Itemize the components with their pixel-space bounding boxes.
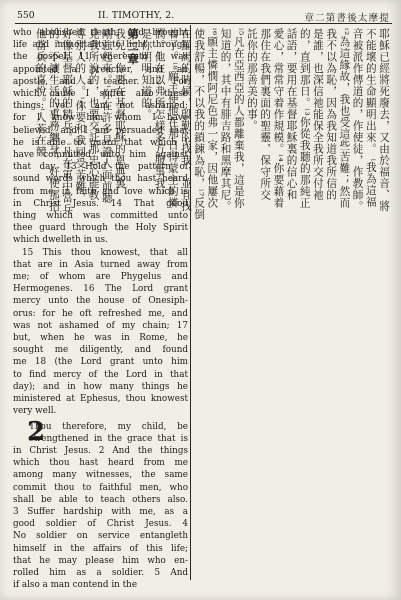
english-line: strengthened in the grace that is <box>29 433 188 444</box>
chinese-column: 剛強起來。ⁱ你在許多見證人面前聽 <box>100 28 113 204</box>
english-line: believed, and I am persuaded that <box>13 125 188 136</box>
english-line: me; of whom are Phygelus and <box>13 272 188 283</box>
chapter-dropcap: 2 <box>27 417 46 448</box>
english-line: for I know him whom I have <box>13 113 188 124</box>
english-line: Hermogenes. 16 The Lord grant <box>13 284 188 295</box>
chinese-column: 在羅馬的時候，殷勤的找我，並且找 <box>179 28 192 212</box>
english-line: who abolished death, and brought <box>13 28 188 38</box>
chinese-column: 的，不讓生活的事務纏身，好使那招 <box>47 28 60 212</box>
english-line: was not ashamed of my chain; 17 <box>13 320 188 331</box>
english-line: Thou therefore, my child, be <box>29 421 188 432</box>
header-rule <box>15 23 392 24</box>
english-line: No soldier on service entangleth <box>13 531 188 542</box>
english-line: among many witnesses, the same <box>13 470 188 481</box>
english-line: orus: for he oft refreshed me, and <box>13 308 188 319</box>
english-line: thee guard through the Holy Spirit <box>13 223 188 234</box>
english-line: in Christ Jesus. 2 And the things <box>13 445 188 456</box>
english-line: that he may please him who en- <box>13 555 188 566</box>
chinese-column: 不能壞的生命顯明出來。 ⁱ我為這福 <box>364 28 377 208</box>
english-line: to find mercy of the Lord in that <box>13 369 188 380</box>
running-head-chinese: 章二第書後太摩提 <box>304 13 390 24</box>
english-line: have committed unto him against <box>13 150 188 161</box>
english-line: good soldier of Christ Jesus. 4 <box>13 519 188 530</box>
chinese-column: 託你的那善美的事。 <box>245 28 258 132</box>
chinese-chapter-heading: 第二章 <box>126 28 141 66</box>
english-line: himself in the affairs of this life; <box>13 543 188 554</box>
english-line: thing which was committed unto <box>13 211 188 222</box>
chinese-column: 音被派作傳道的，作使徒，作教師。 <box>351 28 364 212</box>
english-line: things: yet I am not ashamed; <box>13 101 188 112</box>
chinese-column: 的，直到那日。ⁱ³你從我聽的那純正 <box>298 28 311 209</box>
chinese-column: 他當兵的喜悅。ⁱ人若在競 <box>34 28 47 158</box>
chinese-column: 着了。ⁱ⁸願主使他在那日得蒙主的憐 <box>166 28 179 209</box>
chinese-column: 好像基督耶穌的精兵。ⁱ凡在軍中當兵 <box>61 28 74 216</box>
running-head-english: II. TIMOTHY, 2. <box>98 10 175 21</box>
chinese-column: 我不以為恥，因為我知道我所信的 <box>325 28 338 201</box>
chinese-column: ⁱ⁶願主憐憫阿尼色弗一家，因他屢次 <box>206 28 219 209</box>
english-line: which thou hast heard from me <box>13 458 188 469</box>
english-line: if also a man contend in the <box>13 580 138 591</box>
english-line: 15 This thou knowest, that all <box>22 247 188 258</box>
english-line: shall be able to teach others also. <box>13 494 188 505</box>
english-line: he is able to guard that which I <box>13 137 188 148</box>
chinese-column: 見我所說的，也要交託那忠心能教 <box>87 28 100 201</box>
chinese-column: 導別人的人。ⁱ你要和我同受苦難， <box>74 28 87 204</box>
english-line: that are in Asia turned away from <box>13 259 188 270</box>
chinese-column: 那住在我們裏面的聖靈，保守所交 <box>259 28 272 201</box>
chinese-column: 憫。他在以弗所怎樣多方服事我， <box>153 28 166 201</box>
page-number: 550 <box>17 10 35 21</box>
english-line: very well. <box>13 406 57 417</box>
english-line: sought me diligently, and found <box>13 345 188 356</box>
english-line: the gospel, 11 whereunto I was <box>13 52 188 63</box>
english-line: ministered at Ephesus, thou knowest <box>13 394 188 405</box>
english-line: which dwelleth in us. <box>13 235 108 246</box>
english-line: mercy unto the house of Onesiph- <box>13 296 188 307</box>
chinese-column: ⁱ⁵凡在亞西亞的人都離棄我，這是你 <box>232 28 245 209</box>
chinese-column: 我兒，你要在基督耶穌的恩典裏 <box>113 28 126 189</box>
english-line: but, when he was in Rome, he <box>13 333 188 344</box>
english-line: 3 Suffer hardship with me, as a <box>13 506 188 517</box>
chinese-column: 是誰，也深信祂能保全我所交付祂 <box>311 28 324 201</box>
english-line: that day. 13 Hold the pattern of <box>13 162 188 173</box>
english-line: life and immortality to light through <box>13 40 188 51</box>
english-line: day); and in how many things he <box>13 381 188 392</box>
chinese-column: ⁱ²為這緣故，我也受這些苦難；然而 <box>338 28 351 209</box>
chinese-column: 使我舒暢，不以我的鎖鍊為恥，ⁱ⁷反倒 <box>193 28 206 221</box>
chinese-column: 知道的，其中有腓吉路和黑摩其尼。 <box>219 28 232 212</box>
english-line: me 18 (the Lord grant unto him <box>13 357 188 368</box>
english-line: sound words which thou hast heard <box>13 174 188 185</box>
chinese-column: 耶穌已經將死廢去，又由於福音、將 <box>378 28 390 212</box>
english-line: which cause I suffer also these <box>13 89 188 100</box>
english-line: rolled him as a soldier. 5 And <box>13 567 188 578</box>
chinese-column: 話語，要用在基督耶穌裏的信心和 <box>285 28 298 201</box>
english-line: in Christ Jesus. 14 That good <box>13 198 188 209</box>
english-line: appointed a preacher, and an <box>13 64 188 75</box>
english-line: commit thou to faithful men, who <box>13 482 188 493</box>
chinese-column: 愛心，常常守着作規模。ⁱ⁴你要藉着 <box>272 28 285 209</box>
chinese-column: 是你明明知道的。 <box>140 28 153 120</box>
english-line: apostle, and a teacher. 12 For <box>13 76 188 87</box>
english-line: from me, in faith and love which is <box>13 186 188 197</box>
